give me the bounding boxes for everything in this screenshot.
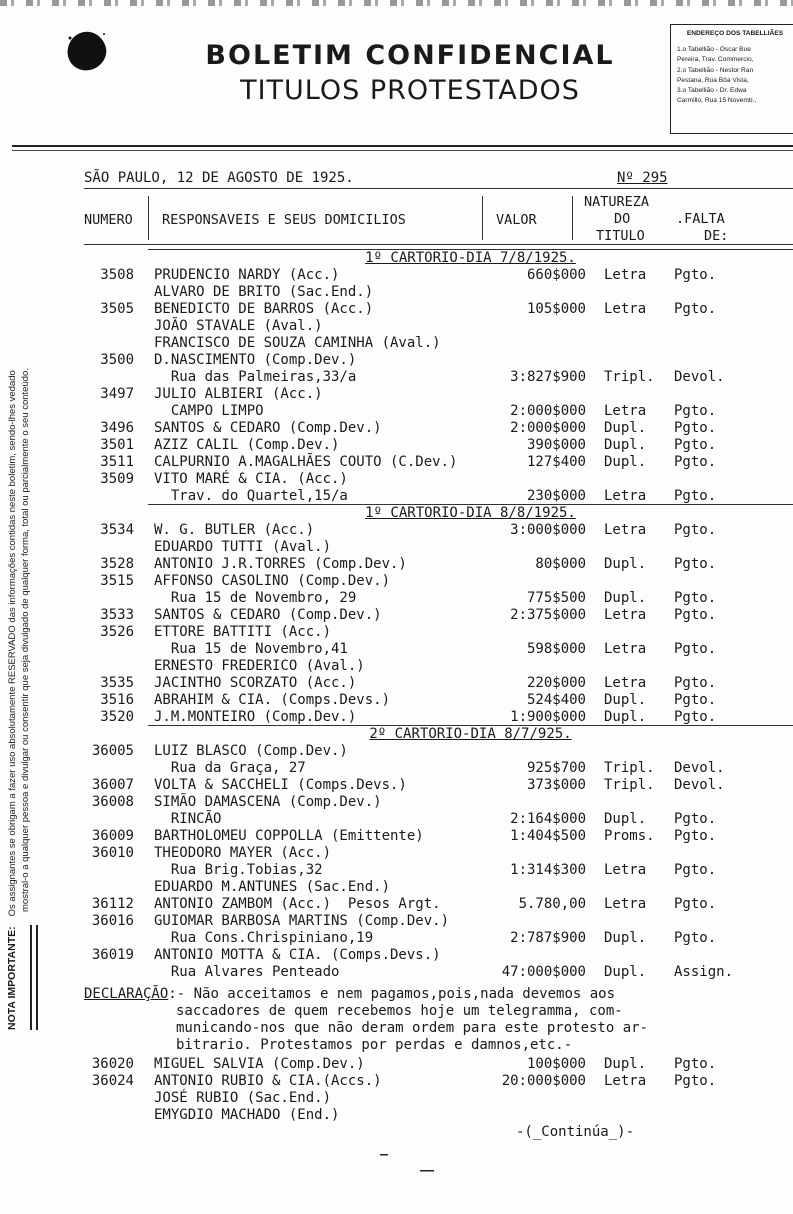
cell-natureza: Letra (604, 488, 647, 504)
cell-responsavel: ANTONIO J.R.TORRES (Comp.Dev.) (154, 556, 407, 572)
cell-responsavel: EDUARDO M.ANTUNES (Sac.End.) (154, 879, 391, 895)
table-row (0, 777, 793, 794)
cell-responsavel: Rua Cons.Chrispiniano,19 (154, 930, 374, 946)
cartorio-section-heading: 2º CARTORIO-DIA 8/7/925. (369, 726, 572, 742)
bulletin-number: Nº 295 (617, 170, 668, 186)
masthead (160, 40, 660, 106)
cell-valor: 390$000 (526, 437, 586, 453)
cell-falta: Pgto. (674, 403, 717, 419)
cell-responsavel: MIGUEL SALVIA (Comp.Dev.) (154, 1056, 365, 1072)
table-row (0, 471, 793, 488)
cell-natureza: Dupl. (604, 692, 647, 708)
table-row (0, 845, 793, 862)
address-line: 1.o Tabellião - Oscar Bue (677, 46, 751, 54)
cell-numero: 3535 (100, 675, 134, 691)
cell-valor: 2:000$000 (510, 403, 586, 419)
table-row (0, 386, 793, 403)
table-row (0, 590, 793, 607)
cell-natureza: Dupl. (604, 590, 647, 606)
cell-natureza: Letra (604, 607, 647, 623)
cell-natureza: Letra (604, 675, 647, 691)
cell-responsavel: W. G. BUTLER (Acc.) (154, 522, 315, 538)
cell-falta: Pgto. (674, 522, 717, 538)
col-header-natureza-2: DO (614, 211, 631, 227)
cell-numero: 3516 (100, 692, 134, 708)
cell-responsavel: PRUDENCIO NARDY (Acc.) (154, 267, 340, 283)
continua-marker: -(_Continúa_)- (516, 1124, 635, 1140)
cell-valor: 100$000 (526, 1056, 586, 1072)
cell-natureza: Dupl. (604, 1056, 647, 1072)
col-header-natureza-1: NATUREZA (584, 194, 650, 210)
cell-valor: 373$000 (526, 777, 586, 793)
cell-falta: Pgto. (674, 454, 717, 470)
table-row (0, 1073, 793, 1090)
cell-responsavel: CALPURNIO A.MAGALHÃES COUTO (C.Dev.) (154, 454, 458, 470)
section-rule (148, 725, 793, 726)
cell-valor: 2:375$000 (510, 607, 586, 623)
cell-responsavel: Trav. do Quartel,15/a (154, 488, 348, 504)
cell-natureza: Letra (604, 403, 647, 419)
cell-falta: Assign. (674, 964, 734, 980)
table-row (0, 403, 793, 420)
table-row (0, 539, 793, 556)
cell-natureza: Dupl. (604, 811, 647, 827)
cell-numero: 36112 (91, 896, 134, 912)
cell-natureza: Letra (604, 267, 647, 283)
cell-falta: Pgto. (674, 641, 717, 657)
cell-valor: 220$000 (526, 675, 586, 691)
cell-numero: 36009 (91, 828, 134, 844)
cell-numero: 3509 (100, 471, 134, 487)
declaracao-label: DECLARAÇÃO (84, 986, 169, 1002)
table-row (0, 641, 793, 658)
col-header-numero: NUMERO (84, 212, 133, 228)
cell-falta: Pgto. (674, 1073, 717, 1089)
cell-numero: 3511 (100, 454, 134, 470)
cell-responsavel: THEODORO MAYER (Acc.) (154, 845, 332, 861)
col-header-natureza-3: TITULO (596, 228, 645, 244)
cell-natureza: Proms. (604, 828, 655, 844)
cell-valor: 20:000$000 (501, 1073, 586, 1089)
cell-responsavel: VOLTA & SACCHELI (Comps.Devs.) (154, 777, 407, 793)
cell-natureza: Tripl. (604, 760, 655, 776)
cell-natureza: Dupl. (604, 454, 647, 470)
cell-natureza: Dupl. (604, 420, 647, 436)
table-row (0, 284, 793, 301)
table-row (0, 607, 793, 624)
table-row (0, 828, 793, 845)
cell-natureza: Letra (604, 1073, 647, 1089)
cell-valor: 660$000 (526, 267, 586, 283)
cell-numero: 3505 (100, 301, 134, 317)
table-row (0, 522, 793, 539)
cell-natureza: Dupl. (604, 437, 647, 453)
cell-falta: Pgto. (674, 896, 717, 912)
cell-falta: Devol. (674, 777, 725, 793)
cell-numero: 3515 (100, 573, 134, 589)
cell-natureza: Tripl. (604, 777, 655, 793)
ink-blot-icon (64, 30, 108, 72)
col-header-falta-1: .FALTA (676, 211, 725, 227)
cell-falta: Devol. (674, 760, 725, 776)
cell-responsavel: JOÃO STAVALE (Aval.) (154, 318, 323, 334)
cell-falta: Pgto. (674, 709, 717, 725)
table-row (0, 573, 793, 590)
side-notice-line-1: NOTA IMPORTANTE:Os assignantes se obrigam a fazer uso absolutamente RESERVADO das informações contidas neste boletim, sendo-lhes vedado (6, 370, 18, 1030)
cartorio-section-heading: 1º CARTORIO-DIA 7/8/1925. (365, 250, 576, 266)
cell-responsavel: BENEDICTO DE BARROS (Acc.) (154, 301, 374, 317)
cell-responsavel: GUIOMAR BARBOSA MARTINS (Comp.Dev.) (154, 913, 450, 929)
cell-falta: Pgto. (674, 488, 717, 504)
address-line: 3.o Tabellião - Dr. Edwa (677, 87, 747, 95)
cell-valor: 105$000 (526, 301, 586, 317)
cell-natureza: Letra (604, 896, 647, 912)
table-row (0, 658, 793, 675)
col-header-falta-2: DE: (704, 228, 729, 244)
cell-numero: 36005 (91, 743, 134, 759)
cell-responsavel: Rua 15 de Novembro, 29 (154, 590, 357, 606)
cell-responsavel: ALVARO DE BRITO (Sac.End.) (154, 284, 374, 300)
table-row (0, 913, 793, 930)
cell-valor: 80$000 (535, 556, 586, 572)
top-edge-scan-noise (0, 0, 793, 6)
cell-numero: 3526 (100, 624, 134, 640)
table-row (0, 318, 793, 335)
cell-falta: Pgto. (674, 420, 717, 436)
table-row (0, 454, 793, 471)
cell-responsavel: JACINTHO SCORZATO (Acc.) (154, 675, 357, 691)
cell-falta: Pgto. (674, 301, 717, 317)
cell-natureza: Dupl. (604, 709, 647, 725)
cell-falta: Pgto. (674, 590, 717, 606)
cell-responsavel: Rua Alvares Penteado (154, 964, 340, 980)
cell-responsavel: EDUARDO TUTTI (Aval.) (154, 539, 332, 555)
table-row (0, 420, 793, 437)
cartorio-section-heading: 1º CARTORIO-DIA 8/8/1925. (365, 505, 576, 521)
cell-responsavel: VITO MARÉ & CIA. (Acc.) (154, 471, 348, 487)
section-rule (148, 249, 793, 250)
cell-responsavel: ABRAHIM & CIA. (Comps.Devs.) (154, 692, 391, 708)
cell-valor: 1:404$500 (510, 828, 586, 844)
table-row (0, 675, 793, 692)
cell-numero: 36010 (91, 845, 134, 861)
col-header-responsaveis: RESPONSAVEIS E SEUS DOMICILIOS (162, 212, 406, 228)
cell-responsavel: RINCÃO (154, 811, 222, 827)
cell-falta: Pgto. (674, 828, 717, 844)
table-row (0, 335, 793, 352)
col-separator (572, 196, 573, 240)
table-row (0, 488, 793, 505)
cell-natureza: Dupl. (604, 930, 647, 946)
cell-valor: 1:900$000 (510, 709, 586, 725)
cell-numero: 3497 (100, 386, 134, 402)
cell-responsavel: ANTONIO MOTTA & CIA. (Comps.Devs.) (154, 947, 441, 963)
cell-valor: 3:000$000 (510, 522, 586, 538)
date-line: SÃO PAULO, 12 DE AGOSTO DE 1925. (84, 170, 354, 186)
cell-responsavel: JOSÉ RUBIO (Sac.End.) (154, 1090, 332, 1106)
page-title: BOLETIM CONFIDENCIAL (205, 40, 615, 71)
table-row (0, 896, 793, 913)
cell-valor: 925$700 (526, 760, 586, 776)
cell-valor: 598$000 (526, 641, 586, 657)
cell-responsavel: J.M.MONTEIRO (Comp.Dev.) (154, 709, 357, 725)
address-line: Pereira, Trav. Commercio, (677, 56, 754, 64)
cell-falta: Pgto. (674, 862, 717, 878)
address-line: 2.o Tabellião - Nestor Ran (677, 66, 754, 74)
table-row (0, 556, 793, 573)
cell-valor: 524$400 (526, 692, 586, 708)
table-row (0, 794, 793, 811)
cell-responsavel: Rua 15 de Novembro,41 (154, 641, 348, 657)
cell-valor: 2:787$900 (510, 930, 586, 946)
table-row (0, 947, 793, 964)
declaracao: DECLARAÇÃO:- Não acceitamos e nem pagamos,pois,nada devemos aos saccadores de quem recebemos hoje um telegramma, com- municando-nos que não deram ordem para este protesto ar- bitrario. Protestamos por perdas e damnos,etc.- (84, 986, 649, 1053)
cell-responsavel: ERNESTO FREDERICO (Aval.) (154, 658, 365, 674)
cell-falta: Pgto. (674, 607, 717, 623)
cell-falta: Pgto. (674, 556, 717, 572)
cell-numero: 3534 (100, 522, 134, 538)
notary-address-box (670, 24, 793, 134)
cell-numero: 36016 (91, 913, 134, 929)
page-subtitle: TITULOS PROTESTADOS (240, 75, 580, 106)
cell-numero: 3528 (100, 556, 134, 572)
cell-falta: Pgto. (674, 675, 717, 691)
table-row (0, 437, 793, 454)
cell-responsavel: ANTONIO ZAMBOM (Acc.) Pesos Argt. (154, 896, 441, 912)
table-row (0, 301, 793, 318)
table-row (0, 1090, 793, 1107)
cell-responsavel: CAMPO LIMPO (154, 403, 264, 419)
address-line: Carmillo, Rua 15 Novemb., (677, 97, 757, 105)
cell-responsavel: LUIZ BLASCO (Comp.Dev.) (154, 743, 348, 759)
cell-valor: 2:164$000 (510, 811, 586, 827)
cell-responsavel: SANTOS & CEDARO (Comp.Dev.) (154, 420, 382, 436)
col-separator (148, 196, 149, 240)
table-row (0, 692, 793, 709)
table-row (0, 811, 793, 828)
cell-responsavel: FRANCISCO DE SOUZA CAMINHA (Aval.) (154, 335, 441, 351)
cell-responsavel: SIMÃO DAMASCENA (Comp.Dev.) (154, 794, 382, 810)
cell-responsavel: ANTONIO RUBIO & CIA.(Accs.) (154, 1073, 382, 1089)
cell-responsavel: Rua da Graça, 27 (154, 760, 306, 776)
table-row (0, 930, 793, 947)
cell-valor: 3:827$900 (510, 369, 586, 385)
cell-falta: Pgto. (674, 930, 717, 946)
cell-numero: 36024 (91, 1073, 134, 1089)
cell-falta: Pgto. (674, 1056, 717, 1072)
table-row (0, 862, 793, 879)
table-row (0, 964, 793, 981)
scan-specks (380, 1150, 440, 1180)
cell-responsavel: JULIO ALBIERI (Acc.) (154, 386, 323, 402)
cell-responsavel: ETTORE BATTITI (Acc.) (154, 624, 332, 640)
table-row (0, 624, 793, 641)
table-row (0, 369, 793, 386)
cell-numero: 3533 (100, 607, 134, 623)
table-row (0, 879, 793, 896)
cell-responsavel: EMYGDIO MACHADO (End.) (154, 1107, 340, 1123)
header-divider-thin (12, 150, 793, 151)
cell-falta: Pgto. (674, 692, 717, 708)
cell-numero: 3500 (100, 352, 134, 368)
cell-numero: 36008 (91, 794, 134, 810)
cell-natureza: Tripl. (604, 369, 655, 385)
cell-natureza: Dupl. (604, 964, 647, 980)
table-header-top-rule (84, 188, 793, 189)
table-row (0, 267, 793, 284)
table-header-bottom-rule (84, 244, 793, 245)
table-row (0, 1107, 793, 1124)
header-divider (12, 145, 793, 147)
cell-falta: Pgto. (674, 437, 717, 453)
cell-responsavel: AFFONSO CASOLINO (Comp.Dev.) (154, 573, 391, 589)
cell-responsavel: D.NASCIMENTO (Comp.Dev.) (154, 352, 357, 368)
cell-numero: 36019 (91, 947, 134, 963)
cell-numero: 3508 (100, 267, 134, 283)
cell-numero: 3520 (100, 709, 134, 725)
cell-responsavel: BARTHOLOMEU COPPOLLA (Emittente) (154, 828, 424, 844)
cell-numero: 36007 (91, 777, 134, 793)
cell-natureza: Letra (604, 301, 647, 317)
cell-valor: 775$500 (526, 590, 586, 606)
cell-valor: 2:000$000 (510, 420, 586, 436)
cell-falta: Pgto. (674, 811, 717, 827)
cell-natureza: Letra (604, 522, 647, 538)
cell-valor: 5.780,00 (518, 896, 586, 912)
cell-responsavel: AZIZ CALIL (Comp.Dev.) (154, 437, 340, 453)
side-notice-label: NOTA IMPORTANTE: (6, 926, 18, 1030)
col-separator (482, 196, 483, 240)
cell-natureza: Letra (604, 862, 647, 878)
cell-falta: Pgto. (674, 267, 717, 283)
cell-natureza: Letra (604, 641, 647, 657)
cell-responsavel: SANTOS & CEDARO (Comp.Dev.) (154, 607, 382, 623)
cell-falta: Devol. (674, 369, 725, 385)
cell-natureza: Dupl. (604, 556, 647, 572)
cell-numero: 3501 (100, 437, 134, 453)
section-rule (148, 504, 793, 505)
address-box-heading: ENDEREÇO DOS TABELLIÃES (686, 30, 784, 37)
cell-responsavel: Rua das Palmeiras,33/a (154, 369, 357, 385)
table-row (0, 760, 793, 777)
table-row (0, 1056, 793, 1073)
address-line: Pestana, Rua Bôa Vista, (677, 76, 749, 84)
cell-valor: 1:314$300 (510, 862, 586, 878)
cell-valor: 127$400 (526, 454, 586, 470)
table-row (0, 352, 793, 369)
cell-numero: 36020 (91, 1056, 134, 1072)
cell-responsavel: Rua Brig.Tobias,32 (154, 862, 323, 878)
side-notice-line-2: mostral-o a qualquer pessoa e divulgar ou consentir que seja divulgado de qualquer forma, total ou parcialmente o seu conteúdo. (20, 368, 31, 912)
cell-valor: 47:000$000 (501, 964, 586, 980)
table-row (0, 743, 793, 760)
cell-numero: 3496 (100, 420, 134, 436)
col-header-valor: VALOR (496, 212, 537, 228)
cell-valor: 230$000 (526, 488, 586, 504)
table-row (0, 709, 793, 726)
